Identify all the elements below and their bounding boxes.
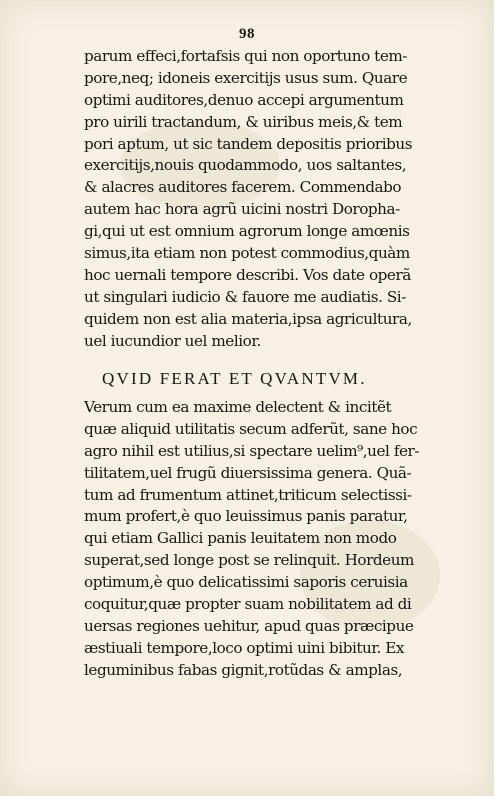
text-line: simus,ita etiam non potest commodius,quàm — [84, 244, 410, 263]
text-line: optimum,è quo delicatissimi saporis ceruisia — [84, 573, 408, 592]
text-line: mum profert,è quo leuissimus panis paratur, — [84, 507, 408, 526]
text-line: æstiuali tempore,loco optimi uini bibitur. Ex — [84, 638, 405, 657]
text-line: superat,sed longe post se relinquit. Hordeum — [84, 551, 414, 570]
text-line: uersas regiones uehitur, apud quas præcipue — [84, 616, 414, 635]
text-line: uel iucundior uel melior. — [84, 331, 261, 350]
text-line: parum effeci,fortafsis qui non oportuno tem- — [84, 47, 407, 65]
section-heading: QVID FERAT ET QVANTVM. — [102, 369, 367, 388]
text-line: agro nihil est utilius,si spectare uelim⁹,uel fer- — [84, 441, 420, 460]
paragraph-main — [84, 397, 476, 682]
text-line: pro uirili tractandum, & uiribus meis,& tem — [84, 112, 403, 131]
text-line: quæ aliquid utilitatis secum adferũt, sane hoc — [84, 419, 418, 438]
text-line: pori aptum, ut sic tandem depositis prioribus — [84, 134, 413, 153]
text-line: gi,qui ut est omnium agrorum longe amœnis — [84, 222, 410, 241]
text-line: ut singulari iudicio & fauore me audiatis. Si- — [84, 287, 406, 306]
text-line: & alacres auditores facerem. Commendabo — [84, 178, 402, 197]
paragraph-intro — [84, 46, 476, 352]
text-line: qui etiam Gallici panis leuitatem non modo — [84, 529, 397, 548]
text-line: tum ad frumentum attinet,triticum selectissi- — [84, 485, 412, 504]
text-line: leguminibus fabas gignit,rotũdas & amplas, — [84, 660, 403, 679]
text-line: autem hac hora agrũ uicini nostri Doropha- — [84, 200, 400, 219]
text-line: hoc uernali tempore describi. Vos date operã — [84, 265, 411, 284]
text-line: exercitijs,nouis quodammodo, uos saltantes, — [84, 156, 407, 175]
text-line: Verum cum ea maxime delectent & incitẽt — [84, 398, 392, 416]
text-line: pore,neq; idoneis exercitijs usus sum. Quare — [84, 68, 408, 87]
text-line: coquitur,quæ propter suam nobilitatem ad di — [84, 595, 412, 614]
text-line: quidem non est alia materia,ipsa agricultura, — [84, 309, 412, 328]
page-number: 98 — [239, 26, 255, 42]
text-line: tilitatem,uel frugũ diuersissima genera. Quã- — [84, 463, 412, 482]
text-line: optimi auditores,denuo accepi argumentum — [84, 90, 404, 109]
